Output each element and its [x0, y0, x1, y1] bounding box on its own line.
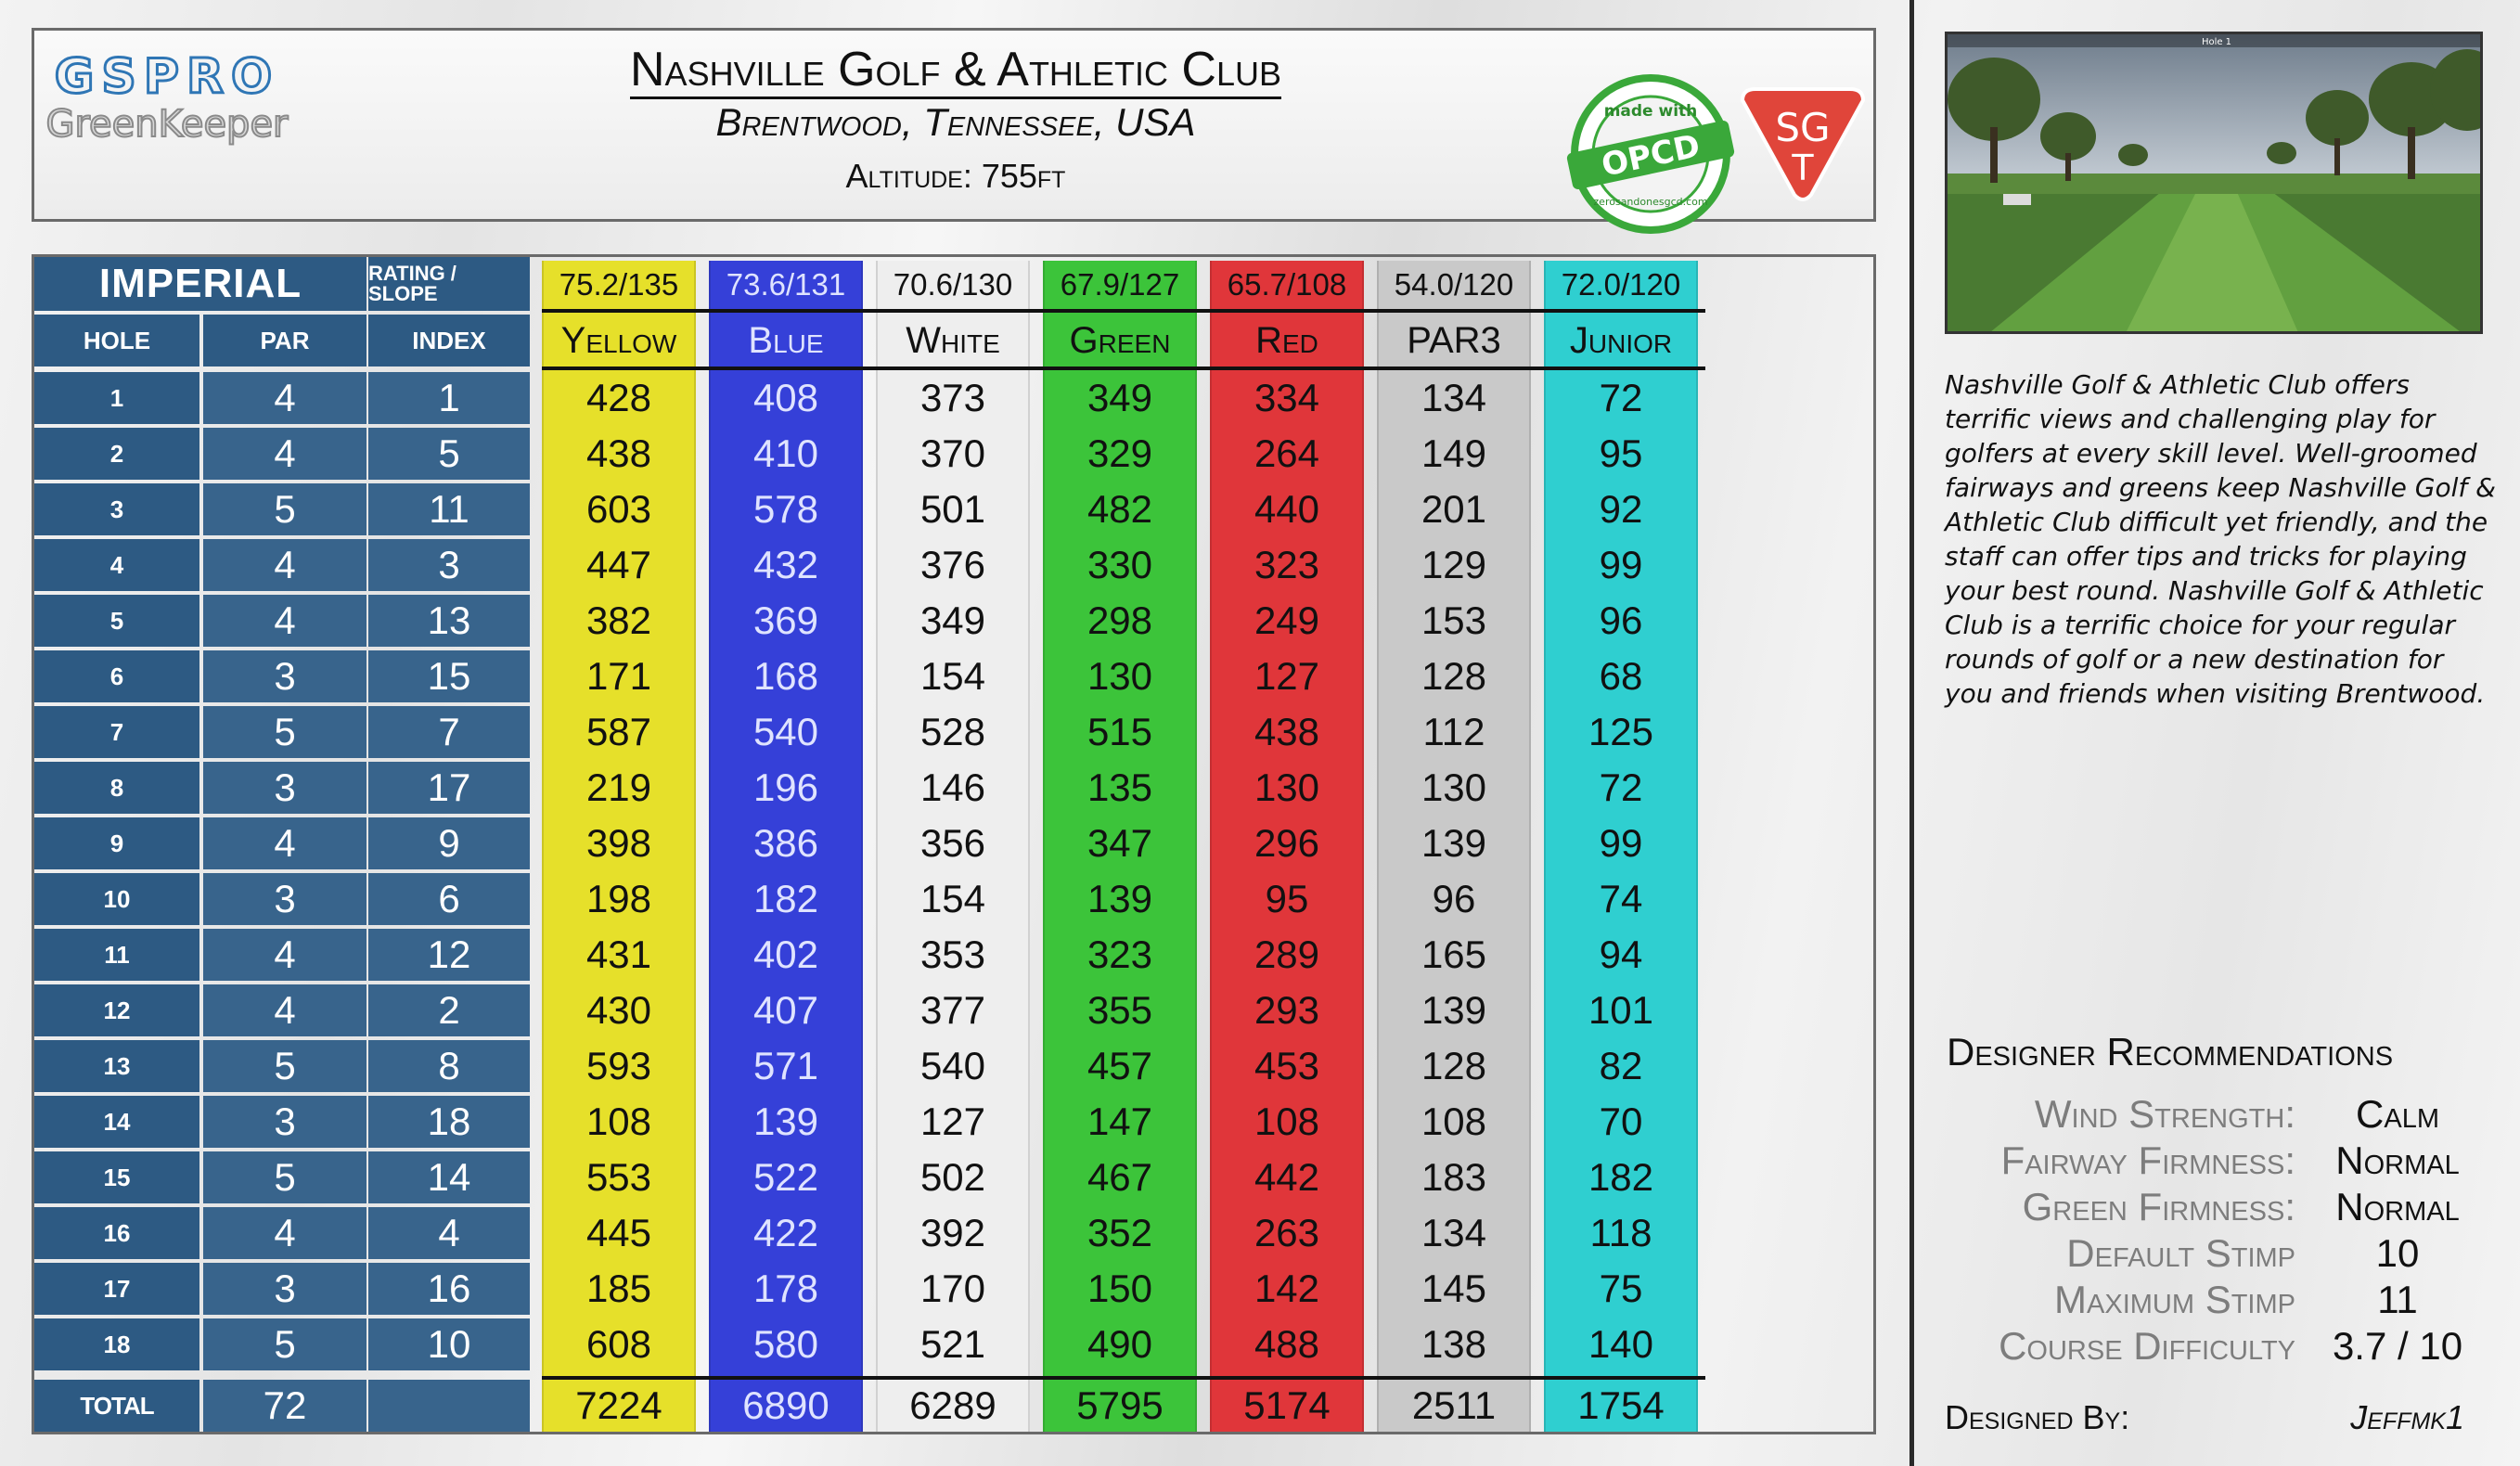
tee-yardage: 467 — [1086, 1155, 1153, 1199]
tee-yardage: 353 — [919, 932, 986, 976]
tee-name: Red — [1255, 320, 1318, 361]
index-value: 17 — [368, 762, 530, 814]
par-value: 4 — [203, 1207, 366, 1259]
par-value: 4 — [203, 984, 366, 1036]
index-value: 4 — [368, 1207, 530, 1259]
tee-name: Blue — [748, 320, 824, 361]
hole-number: 6 — [34, 650, 199, 702]
tee-yardage: 488 — [1254, 1322, 1320, 1366]
tee-yardage: 323 — [1086, 932, 1153, 976]
hole-preview-scene — [1948, 34, 2483, 334]
tee-yardage: 154 — [919, 654, 986, 698]
index-value: 14 — [368, 1151, 530, 1203]
tee-yardage: 134 — [1421, 376, 1487, 419]
tee-yardage: 410 — [752, 431, 819, 475]
par-value: 5 — [203, 706, 366, 758]
svg-text:zerosandonesgcd.com: zerosandonesgcd.com — [1593, 196, 1708, 208]
tee-header-rule-bottom — [542, 366, 1705, 370]
tee-yardage: 377 — [919, 988, 986, 1032]
tee-yardage: 430 — [585, 988, 652, 1032]
opcd-badge-icon — [1566, 70, 1735, 238]
tee-yardage: 70 — [1599, 1100, 1643, 1143]
tee-yardage: 447 — [585, 543, 652, 586]
index-value: 11 — [368, 483, 530, 535]
tee-yardage: 442 — [1254, 1155, 1320, 1199]
tee-yardage: 96 — [1432, 877, 1476, 920]
svg-text:made with: made with — [1603, 102, 1698, 121]
tee-name: Junior — [1569, 320, 1673, 361]
hole-number: 16 — [34, 1207, 199, 1259]
tee-yardage: 108 — [1421, 1100, 1487, 1143]
tee-rating: 65.7/108 — [1227, 266, 1347, 302]
index-value: 7 — [368, 706, 530, 758]
par-value: 5 — [203, 1040, 366, 1092]
hole-number: 10 — [34, 873, 199, 925]
index-value: 15 — [368, 650, 530, 702]
tee-yardage: 129 — [1421, 543, 1487, 586]
imperial-label: IMPERIAL — [34, 257, 366, 311]
tee-yardage: 329 — [1086, 431, 1153, 475]
tee-name: White — [906, 320, 1000, 361]
tee-yardage: 608 — [585, 1322, 652, 1366]
tee-yardage: 347 — [1086, 821, 1153, 865]
tee-yardage: 182 — [752, 877, 819, 920]
tee-yardage: 92 — [1599, 487, 1643, 531]
svg-text:T: T — [1792, 148, 1814, 188]
hole-number: 17 — [34, 1263, 199, 1315]
tee-rating: 72.0/120 — [1561, 266, 1681, 302]
tee-yardage: 165 — [1421, 932, 1487, 976]
par-value: 4 — [203, 817, 366, 869]
par-value: 4 — [203, 595, 366, 647]
hole-number: 3 — [34, 483, 199, 535]
hole-number: 12 — [34, 984, 199, 1036]
course-location: Brentwood, Tennessee, USA — [715, 100, 1196, 144]
index-value: 13 — [368, 595, 530, 647]
tee-yardage: 392 — [919, 1211, 986, 1254]
tee-name: Yellow — [560, 320, 677, 361]
tee-yardage: 373 — [919, 376, 986, 419]
tee-total: 6289 — [909, 1383, 996, 1427]
sgt-logo-icon — [1735, 84, 1871, 204]
tee-yardage: 370 — [919, 431, 986, 475]
tee-yardage: 501 — [919, 487, 986, 531]
tee-yardage: 296 — [1254, 821, 1320, 865]
tee-name: PAR3 — [1407, 320, 1501, 361]
recommendation-value: 11 — [2377, 1278, 2418, 1321]
recommendation-label: Course Difficulty — [1999, 1324, 2295, 1368]
tee-yardage: 139 — [1421, 821, 1487, 865]
recommendation-label: Maximum Stimp — [2054, 1278, 2295, 1321]
hole-number: 8 — [34, 762, 199, 814]
tee-yardage: 578 — [752, 487, 819, 531]
panel-divider — [1909, 0, 1914, 1466]
tee-rating: 67.9/127 — [1060, 266, 1180, 302]
tee-yardage: 382 — [585, 598, 652, 642]
tee-yardage: 330 — [1086, 543, 1153, 586]
total-rule — [542, 1376, 1705, 1380]
tee-yardage: 356 — [919, 821, 986, 865]
svg-text:Hole 1: Hole 1 — [2201, 37, 2232, 47]
tee-yardage: 101 — [1588, 988, 1654, 1032]
recommendation-value: 10 — [2375, 1231, 2420, 1275]
index-value: 5 — [368, 428, 530, 480]
tee-yardage: 145 — [1421, 1267, 1487, 1310]
scorecard-table — [32, 254, 1876, 1434]
tee-yardage: 74 — [1599, 877, 1643, 920]
course-altitude: Altitude: 755ft — [845, 157, 1066, 195]
tee-yardage: 108 — [585, 1100, 652, 1143]
hole-number: 13 — [34, 1040, 199, 1092]
tee-yardage: 323 — [1254, 543, 1320, 586]
course-name: Nashville Golf & Athletic Club — [0, 42, 1911, 97]
tee-yardage: 95 — [1599, 431, 1643, 475]
tee-yardage: 386 — [752, 821, 819, 865]
tee-yardage: 249 — [1254, 598, 1320, 642]
par-value: 3 — [203, 650, 366, 702]
tee-yardage: 128 — [1421, 654, 1487, 698]
tee-yardage: 135 — [1086, 765, 1153, 809]
recommendation-label: Green Firmness: — [2022, 1185, 2295, 1228]
recommendation-row — [1945, 1138, 2501, 1184]
tee-yardage: 580 — [752, 1322, 819, 1366]
tee-yardage: 198 — [585, 877, 652, 920]
hole-number: 4 — [34, 539, 199, 591]
tee-yardage: 185 — [585, 1267, 652, 1310]
hole-number: 5 — [34, 595, 199, 647]
tee-yardage: 168 — [752, 654, 819, 698]
tee-yardage: 398 — [585, 821, 652, 865]
designed-by — [1945, 1394, 2464, 1442]
tee-yardage: 522 — [752, 1155, 819, 1199]
tee-name: Green — [1069, 320, 1171, 361]
tee-yardage: 201 — [1421, 487, 1487, 531]
tee-yardage: 127 — [919, 1100, 986, 1143]
tee-yardage: 438 — [1254, 710, 1320, 753]
recommendation-row — [1945, 1091, 2501, 1138]
tee-yardage: 407 — [752, 988, 819, 1032]
tee-yardage: 521 — [919, 1322, 986, 1366]
tee-yardage: 553 — [585, 1155, 652, 1199]
tee-yardage: 150 — [1086, 1267, 1153, 1310]
index-header: INDEX — [368, 315, 530, 366]
designed-by-label: Designed By: — [1945, 1398, 2130, 1436]
tee-yardage: 445 — [585, 1211, 652, 1254]
par-value: 4 — [203, 428, 366, 480]
tee-yardage: 196 — [752, 765, 819, 809]
hole-number: 15 — [34, 1151, 199, 1203]
tee-yardage: 130 — [1421, 765, 1487, 809]
tee-yardage: 540 — [752, 710, 819, 753]
tee-yardage: 183 — [1421, 1155, 1487, 1199]
tee-yardage: 72 — [1599, 376, 1643, 419]
total-label: TOTAL — [34, 1380, 199, 1432]
tee-yardage: 182 — [1588, 1155, 1654, 1199]
tee-total: 2511 — [1411, 1383, 1497, 1427]
course-description: Nashville Golf & Athletic Club offers terrific views and challenging play for golfers at every skill level. Well-groomed fairways and greens keep Nashville Golf & Athletic Club difficult yet friendly, and the staff can offer tips and tricks for playing your best round. Nashville Golf & Athletic Club is a terrific choice for your regular rounds of golf or a new destination for you and friends when visiting Brentwood. — [1945, 369, 2496, 709]
tee-yardage: 118 — [1589, 1211, 1652, 1254]
tee-yardage: 128 — [1421, 1044, 1487, 1087]
par-value: 5 — [203, 1318, 366, 1370]
tee-yardage: 147 — [1086, 1100, 1153, 1143]
par-value: 4 — [203, 372, 366, 424]
tee-yardage: 95 — [1265, 877, 1309, 920]
tee-yardage: 112 — [1422, 710, 1485, 753]
recommendation-label: Default Stimp — [2066, 1231, 2295, 1275]
par-value: 3 — [203, 762, 366, 814]
tee-yardage: 457 — [1086, 1044, 1153, 1087]
tee-yardage: 127 — [1254, 654, 1320, 698]
tee-yardage: 376 — [919, 543, 986, 586]
par-value: 3 — [203, 1263, 366, 1315]
tee-yardage: 402 — [752, 932, 819, 976]
designer-name: Jeffmk1 — [2350, 1398, 2464, 1436]
par-value: 4 — [203, 929, 366, 981]
tee-yardage: 125 — [1588, 710, 1654, 753]
tee-header-rule-top — [542, 309, 1705, 313]
tee-yardage: 355 — [1086, 988, 1153, 1032]
hole-number: 18 — [34, 1318, 199, 1370]
hole-number: 2 — [34, 428, 199, 480]
hole-number: 11 — [34, 929, 199, 981]
par-value: 5 — [203, 1151, 366, 1203]
tee-yardage: 108 — [1254, 1100, 1320, 1143]
par-header: PAR — [203, 315, 366, 366]
tee-yardage: 96 — [1599, 598, 1643, 642]
tee-yardage: 528 — [919, 710, 986, 753]
index-value: 9 — [368, 817, 530, 869]
tee-yardage: 149 — [1421, 431, 1487, 475]
tee-yardage: 482 — [1086, 487, 1153, 531]
tee-yardage: 139 — [1421, 988, 1487, 1032]
tee-yardage: 440 — [1254, 487, 1320, 531]
tee-yardage: 130 — [1086, 654, 1153, 698]
tee-yardage: 94 — [1599, 932, 1643, 976]
rating-slope-label: RATING / SLOPE — [368, 257, 530, 311]
designer-recommendations-title: Designer Recommendations — [1947, 1030, 2394, 1074]
index-value: 1 — [368, 372, 530, 424]
tee-rating: 70.6/130 — [893, 266, 1013, 302]
tee-yardage: 603 — [585, 487, 652, 531]
tee-yardage: 178 — [752, 1267, 819, 1310]
par-value: 5 — [203, 483, 366, 535]
tee-yardage: 298 — [1086, 598, 1153, 642]
hole-number: 1 — [34, 372, 199, 424]
tee-yardage: 99 — [1599, 543, 1643, 586]
index-value: 18 — [368, 1096, 530, 1148]
index-value: 6 — [368, 873, 530, 925]
tee-total: 1754 — [1577, 1383, 1665, 1427]
index-value: 2 — [368, 984, 530, 1036]
hole-number: 9 — [34, 817, 199, 869]
tee-yardage: 334 — [1254, 376, 1320, 419]
tee-yardage: 432 — [752, 543, 819, 586]
tee-rating: 54.0/120 — [1394, 266, 1514, 302]
tee-yardage: 422 — [752, 1211, 819, 1254]
tee-yardage: 68 — [1599, 654, 1643, 698]
tee-yardage: 593 — [585, 1044, 652, 1087]
par-value: 3 — [203, 1096, 366, 1148]
recommendation-row — [1945, 1323, 2501, 1370]
recommendation-value: Normal — [2335, 1138, 2460, 1182]
recommendation-row — [1945, 1230, 2501, 1277]
hole-number: 7 — [34, 706, 199, 758]
hole-preview-image — [1945, 32, 2483, 334]
hole-number: 14 — [34, 1096, 199, 1148]
tee-yardage: 453 — [1254, 1044, 1320, 1087]
tee-yardage: 219 — [585, 765, 652, 809]
tee-yardage: 264 — [1254, 431, 1320, 475]
tee-yardage: 139 — [1086, 877, 1153, 920]
tee-yardage: 428 — [585, 376, 652, 419]
tee-yardage: 139 — [752, 1100, 819, 1143]
recommendation-label: Fairway Firmness: — [2000, 1138, 2295, 1182]
tee-yardage: 134 — [1421, 1211, 1487, 1254]
recommendation-row — [1945, 1184, 2501, 1230]
recommendation-value: 3.7 / 10 — [2332, 1324, 2463, 1368]
recommendation-value: Calm — [2356, 1092, 2439, 1136]
tee-yardage: 349 — [919, 598, 986, 642]
index-value: 12 — [368, 929, 530, 981]
tee-total: 6890 — [742, 1383, 829, 1427]
tee-yardage: 153 — [1421, 598, 1487, 642]
tee-yardage: 140 — [1588, 1322, 1654, 1366]
tee-yardage: 142 — [1254, 1267, 1320, 1310]
recommendation-row — [1945, 1277, 2501, 1323]
tee-yardage: 289 — [1254, 932, 1320, 976]
recommendation-label: Wind Strength: — [2034, 1092, 2295, 1136]
tee-yardage: 515 — [1086, 710, 1153, 753]
tee-yardage: 130 — [1254, 765, 1320, 809]
tee-rating: 73.6/131 — [726, 266, 846, 302]
tee-yardage: 171 — [585, 654, 652, 698]
tee-yardage: 154 — [919, 877, 986, 920]
index-value: 3 — [368, 539, 530, 591]
recommendation-value: Normal — [2335, 1185, 2460, 1228]
index-value: 10 — [368, 1318, 530, 1370]
tee-yardage: 571 — [752, 1044, 819, 1087]
par-total: 72 — [203, 1380, 366, 1432]
index-value: 8 — [368, 1040, 530, 1092]
svg-text:SG: SG — [1775, 105, 1831, 150]
tee-yardage: 138 — [1421, 1322, 1487, 1366]
logo-greenkeeper-text: GreenKeeper — [45, 103, 289, 146]
par-value: 3 — [203, 873, 366, 925]
tee-yardage: 72 — [1599, 765, 1643, 809]
par-value: 4 — [203, 539, 366, 591]
tee-yardage: 438 — [585, 431, 652, 475]
tee-yardage: 490 — [1086, 1322, 1153, 1366]
hole-header: HOLE — [34, 315, 199, 366]
tee-yardage: 540 — [919, 1044, 986, 1087]
tee-total: 7224 — [575, 1383, 662, 1427]
tee-yardage: 502 — [919, 1155, 986, 1199]
index-total-empty — [368, 1380, 530, 1432]
logo-gspro-text: GSPRO — [54, 49, 280, 105]
tee-yardage: 349 — [1086, 376, 1153, 419]
tee-yardage: 431 — [585, 932, 652, 976]
tee-yardage: 293 — [1254, 988, 1320, 1032]
tee-yardage: 587 — [585, 710, 652, 753]
tee-yardage: 408 — [752, 376, 819, 419]
index-value: 16 — [368, 1263, 530, 1315]
tee-yardage: 170 — [919, 1267, 986, 1310]
tee-total: 5795 — [1076, 1383, 1164, 1427]
tee-yardage: 82 — [1599, 1044, 1643, 1087]
tee-yardage: 352 — [1086, 1211, 1153, 1254]
tee-yardage: 99 — [1599, 821, 1643, 865]
tee-rating: 75.2/135 — [559, 266, 679, 302]
tee-total: 5174 — [1243, 1383, 1331, 1427]
svg-text:OPCD: OPCD — [1598, 127, 1704, 185]
tee-yardage: 369 — [752, 598, 819, 642]
tee-yardage: 75 — [1599, 1267, 1643, 1310]
tee-yardage: 263 — [1254, 1211, 1320, 1254]
tee-yardage: 146 — [919, 765, 986, 809]
